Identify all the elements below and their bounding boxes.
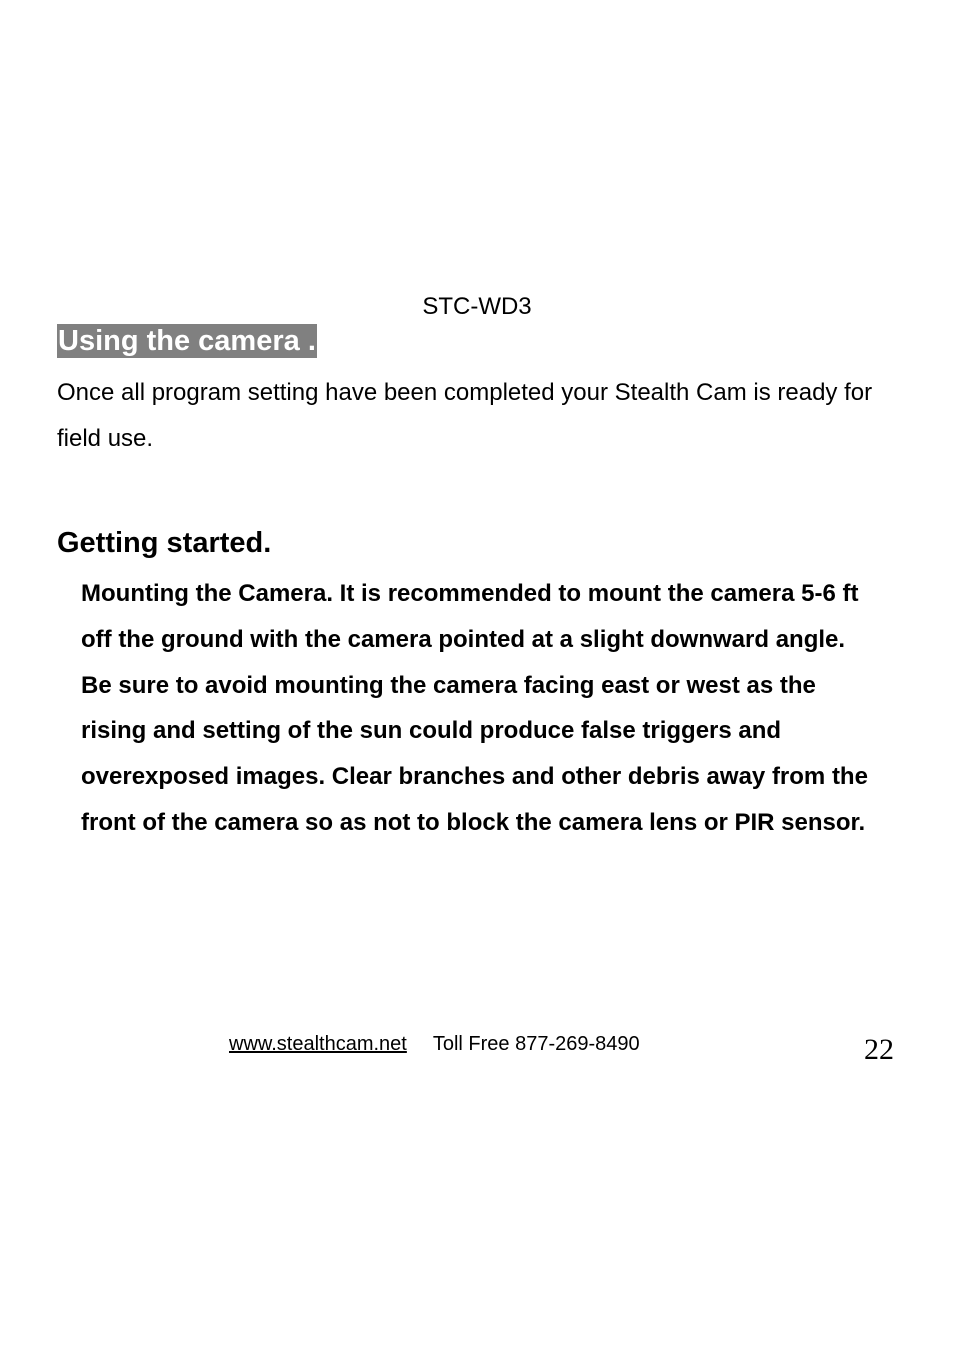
intro-paragraph: Once all program setting have been completed your Stealth Cam is ready for field use. [57,379,873,452]
model-number: STC-WD3 [422,293,532,320]
getting-started-heading: Getting started. [57,527,272,559]
footer [229,1030,640,1058]
page-number: 22 [864,1033,894,1066]
mounting-instructions: Mounting the Camera. It is recommended to mount the camera 5-6 ft off the ground with the camera pointed at a slight downward angle. Be sure to avoid mounting the camera facing east or west as the rising and setting of the sun could produce false triggers and overexposed images. Clear branches and other debris away from the front of the camera so as not to block the camera lens or PIR sensor. [81,580,868,836]
toll-free-number: Toll Free 877-269-8490 [432,1033,640,1055]
section-title: Using the camera . [58,325,316,357]
website-link[interactable]: www.stealthcam.net [229,1033,407,1055]
